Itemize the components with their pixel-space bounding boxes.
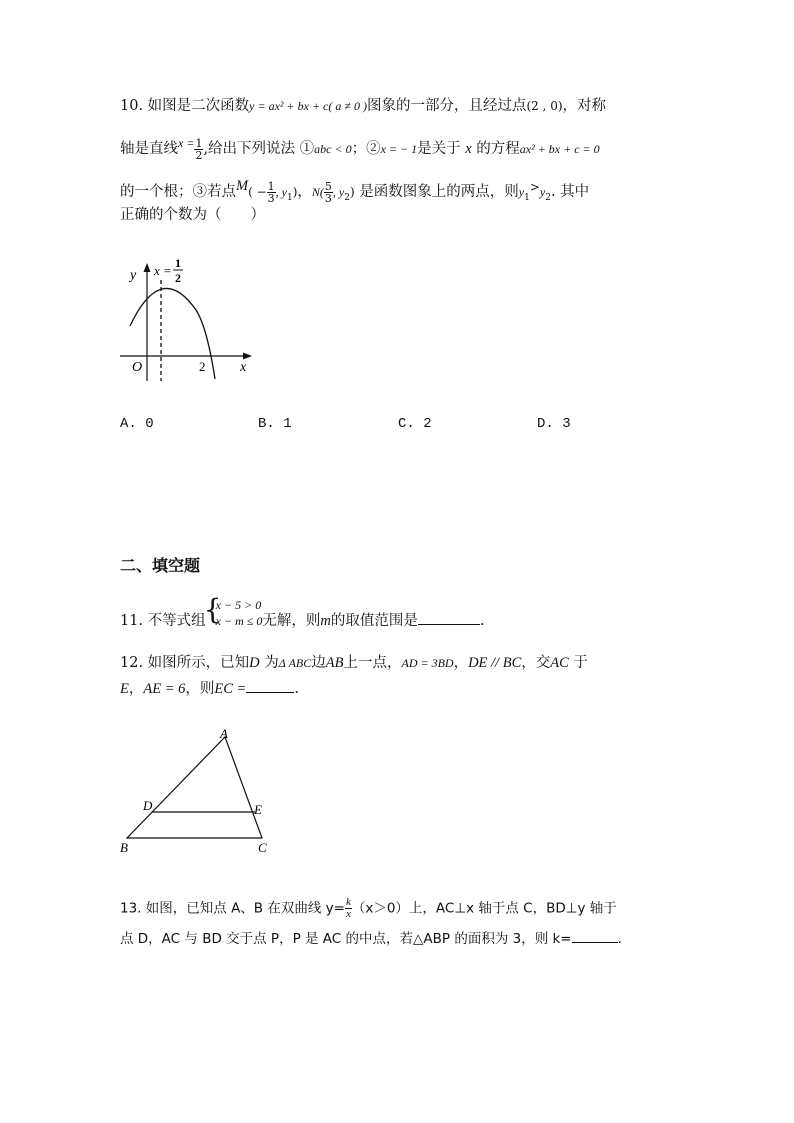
q10-point: (2 , 0) [526,99,563,113]
q10-point-n: N( [311,185,324,199]
q12-text: ，则 [185,681,215,697]
q12-cond3: AE = 6 [143,681,186,697]
q12-point-e: E [120,681,129,697]
q10-text: ,给出下列说法 ① [203,141,315,157]
label-b: B [120,840,128,855]
graph-axis-den: 2 [175,271,181,285]
q10-line2 [120,133,600,161]
q12-triangle-figure [112,724,282,859]
q12-line2 [120,678,299,699]
q10-n-fraction [324,181,333,204]
triangle-abc [127,737,262,838]
x-axis-arrow [243,353,252,360]
q12-answer-blank[interactable] [246,678,294,693]
q12-text: ，交 [521,655,551,671]
q10-parabola-graph [110,255,260,385]
q10-text: 的一个根；③若点 [120,184,236,200]
q10-ineq: y [518,185,525,199]
graph-y-label: y [130,268,137,283]
q10-point-m: M [236,178,249,194]
graph-axis-num: 1 [175,256,181,270]
q12-comma: ， [453,655,469,671]
q10-function: y = ax² + bx + c [249,99,329,113]
q10-line3 [120,176,589,208]
q10-text: ；② [351,141,381,157]
q10-text: 是关于 [417,141,461,157]
q12-end: . [294,681,299,697]
q10-text: 的方程 [476,141,520,157]
q10-text: 轴是直线 [120,141,178,157]
q12-ab: AB [325,655,344,671]
q11-line [120,593,485,629]
q10-statement-2: x = − 1 [380,142,418,156]
q10-var-x: x [465,141,472,157]
q10-sub: 2 [545,192,551,203]
q12-text: 边 [311,655,326,671]
q10-text: 如图是二次函数 [147,98,250,114]
q12-text: 如图所示，已知 [147,655,250,671]
q10-text: 图象的一部分，且经过点 [366,98,527,114]
q11-number: 11. [120,613,144,629]
q11-end: . [479,613,485,629]
q13-fraction [345,897,352,920]
q13-answer-blank[interactable] [572,928,618,943]
graph-origin-label: O [132,360,143,375]
q13-text: （x＞0）上，AC⊥x 轴于点 C，BD⊥y 轴于 [351,900,617,917]
q13-line1 [120,897,617,920]
label-e: E [254,802,262,817]
q10-text: ，对称 [562,98,607,114]
label-a: A [220,726,228,741]
choice-b[interactable]: B. 1 [258,416,292,432]
q11-answer-blank[interactable] [418,610,480,625]
q10-point-n: ) [349,185,355,199]
q10-sep: ， [297,184,312,200]
choice-d[interactable]: D. 3 [537,416,571,432]
q10-text: 是函数图象上的两点，则 [359,184,519,200]
q10-condition: ( a ≠ 0 ) [328,99,367,113]
frac-num: 1 [267,179,275,193]
frac-den: 3 [267,191,275,205]
graph-two-label: 2 [199,359,206,374]
q13-text: 如图，已知点 A、B 在双曲线 y= [145,900,345,917]
q11-text: 无解，则 [262,613,321,629]
q10-m-fraction [267,181,276,204]
frac-num: 1 [195,136,203,150]
choice-c[interactable]: C. 2 [398,416,432,432]
q10-axis-x: x = [178,136,195,150]
q11-ineq1: x − 5 > 0 [215,598,262,612]
q11-ineq2: x − m ≤ 0 [215,614,263,628]
q12-text: 为 [264,655,279,671]
q13-end: . [617,931,622,947]
label-c: C [258,840,267,855]
q10-ineq: > [529,180,540,194]
q12-text: 上一点， [343,655,402,671]
q10-ineq: y [539,185,546,199]
q12-triangle: Δ ABC [278,656,312,670]
q10-point-n: , y [332,185,345,199]
q10-line1 [120,96,606,116]
frac-num: 5 [324,179,332,193]
q10-point-m: ) [292,185,298,199]
q12-line1 [120,653,588,673]
q10-number: 10. [120,98,144,114]
section-title: 二、填空题 [120,556,201,575]
q12-text: 于 [573,655,588,671]
q12-number: 12. [120,655,144,671]
q10-point-m: , y [275,185,287,199]
q13-number: 13. [120,900,142,917]
q12-cond1: AD = 3BD [401,656,454,670]
q10-sub: 2 [344,192,350,203]
frac-den: 3 [324,191,332,205]
q12-comma: ， [128,681,144,697]
frac-num: k [345,896,351,908]
q11-brace: { [203,593,222,626]
q13-text: 点 D，AC 与 BD 交于点 P，P 是 AC 的中点，若△ABP 的面积为 3，则 k= [120,931,572,947]
q10-point-m: ( − [248,185,267,199]
q13-line2 [120,928,622,949]
q12-ac: AC [550,655,569,671]
q11-system [203,593,263,629]
choice-a[interactable]: A. 0 [120,416,154,432]
q11-var-m: m [320,613,331,629]
graph-axis-eq: x = [154,263,172,278]
frac-den: 2 [195,148,203,162]
q10-sub: 1 [524,192,530,203]
frac-den: x [345,908,351,920]
q10-text: . 其中 [550,184,590,200]
graph-x-label: x [240,360,247,375]
q10-statement-1: abc < 0 [314,142,352,156]
q12-ec: EC = [214,681,247,697]
label-d: D [143,798,153,813]
q10-equation: ax² + bx + c = 0 [519,142,600,156]
q10-sub: 1 [286,192,293,203]
q12-point-d: D [249,655,260,671]
q10-line4: 正确的个数为（ ） [120,207,265,223]
q12-cond2: DE // BC [468,655,522,671]
q11-text: 不等式组 [147,613,206,629]
y-axis-arrow [144,263,151,272]
q11-text: 的取值范围是 [330,613,418,629]
